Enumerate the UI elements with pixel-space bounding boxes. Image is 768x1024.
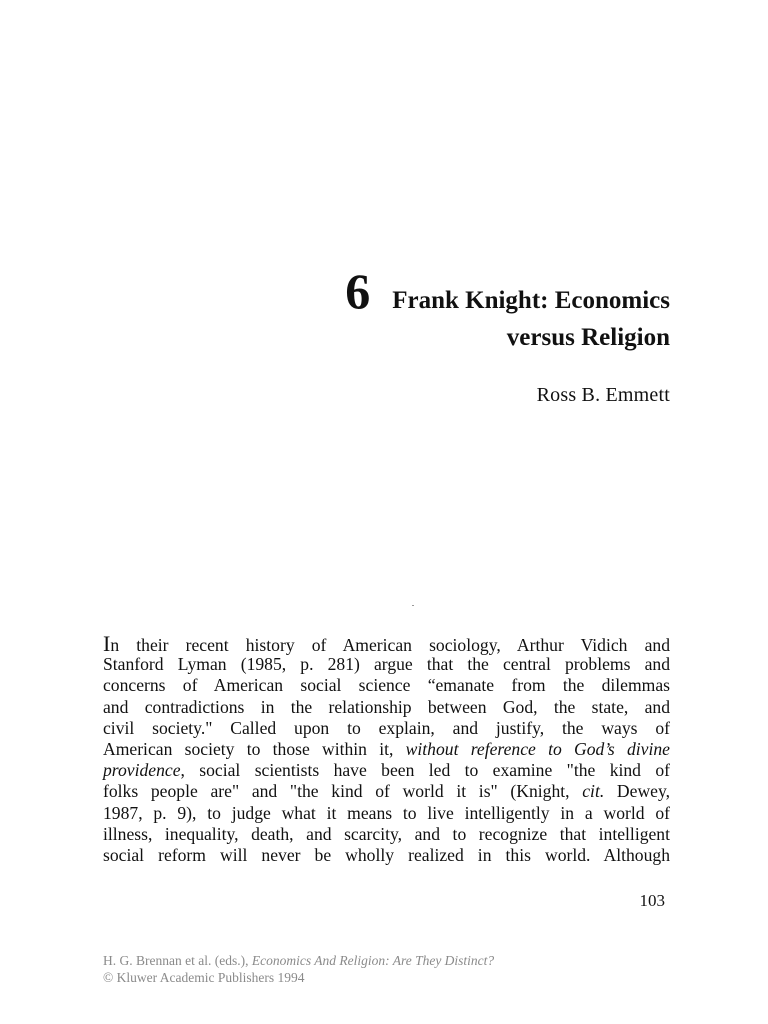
body-text-segment: social reform will never be wholly realized in this world. Although xyxy=(103,844,670,865)
body-text-segment: Stanford Lyman (1985, p. 281) argue that the central problems and xyxy=(103,654,670,675)
italic-phrase: providence xyxy=(103,760,181,781)
italic-phrase: cit. xyxy=(582,781,605,802)
body-text-segment: , social scientists have been led to examine "the kind of xyxy=(180,760,670,781)
body-text-segment: American society to those within it, xyxy=(103,738,394,759)
chapter-heading xyxy=(345,263,670,353)
body-text-segment: Dewey, xyxy=(604,781,671,802)
body-line-3 xyxy=(103,675,670,696)
body-text-segment: 1987, p. 9), to judge what it means to live intelligently in a world of xyxy=(103,802,670,823)
body-text-segment: civil society." Called upon to explain, and justify, the ways of xyxy=(103,717,670,738)
body-line-2 xyxy=(103,654,670,675)
initial-letter: I xyxy=(103,631,111,656)
chapter-number: 6 xyxy=(345,263,371,319)
body-text-segment: and contradictions in the relationship between God, the state, and xyxy=(103,696,670,717)
chapter-title-first: Frank Knight: Economics xyxy=(392,287,670,314)
body-text-segment: illness, inequality, death, and scarcity, and to recognize that intelligent xyxy=(103,823,670,844)
chapter-title-line1 xyxy=(345,263,670,319)
body-line-8 xyxy=(103,781,670,802)
body-line-9 xyxy=(103,803,670,824)
body-text-segment: n their recent history of American sociology, Arthur Vidich and xyxy=(110,635,670,655)
body-line-1 xyxy=(103,633,670,654)
body-line-7 xyxy=(103,760,670,781)
italic-phrase: without reference to God’s divine xyxy=(405,738,670,759)
footer-editors: H. G. Brennan et al. (eds.), xyxy=(103,953,249,968)
print-speck xyxy=(412,605,414,606)
body-line-5 xyxy=(103,718,670,739)
body-line-4 xyxy=(103,697,670,718)
body-line-11 xyxy=(103,845,670,866)
footer-book-title: Economics And Religion: Are They Distinct? xyxy=(251,953,495,968)
body-line-6 xyxy=(103,739,670,760)
body-text-segment: folks people are" and "the kind of world it is" (Knight, xyxy=(103,781,570,802)
body-line-10 xyxy=(103,824,670,845)
body-paragraph xyxy=(103,633,670,866)
body-text-segment: concerns of American social science “emanate from the dilemmas xyxy=(103,675,670,696)
footer-copyright: © Kluwer Academic Publishers 1994 xyxy=(103,970,305,985)
chapter-title-second: versus Religion xyxy=(506,324,670,351)
publication-footer xyxy=(103,952,494,986)
chapter-author: Ross B. Emmett xyxy=(536,384,670,406)
footer-citation xyxy=(103,952,494,969)
page-number: 103 xyxy=(639,891,665,910)
